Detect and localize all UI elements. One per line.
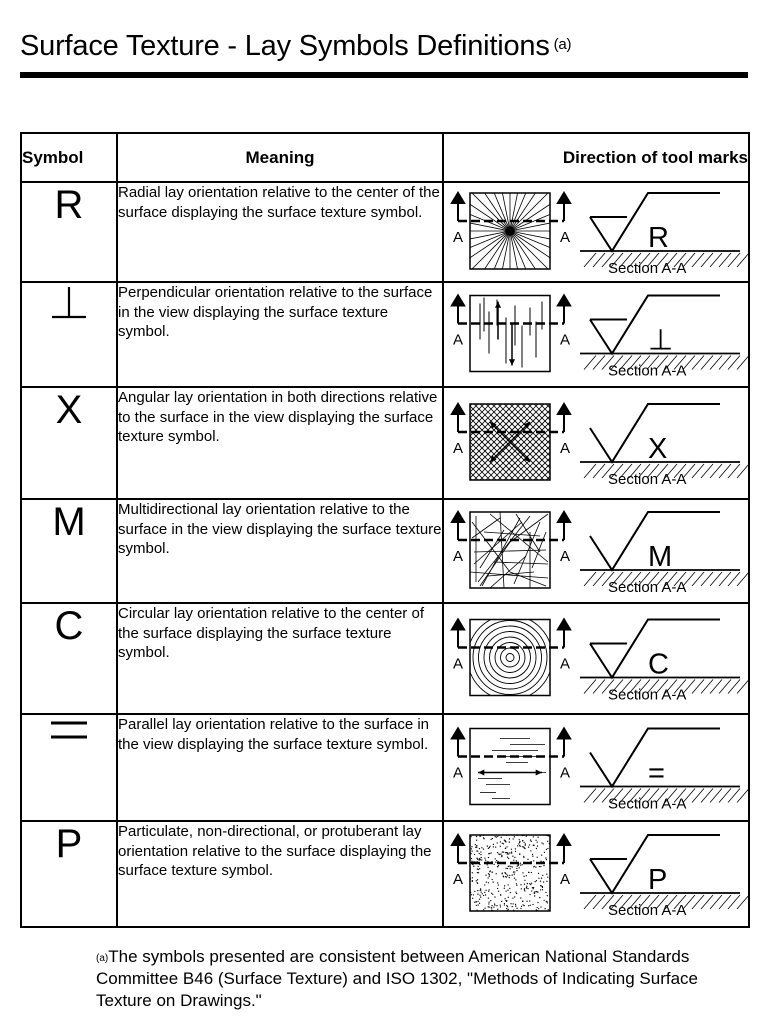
col-header-symbol: Symbol: [21, 133, 117, 182]
footnote-marker: (a): [96, 953, 109, 964]
symbol-cell: [21, 499, 117, 603]
symbol-cell: [21, 182, 117, 282]
direction-cell: [443, 182, 749, 282]
section-marker-left: A: [453, 440, 464, 457]
section-cut-line: [450, 618, 572, 648]
tool-marks-diagram: [444, 604, 750, 711]
page-title-text: Surface Texture - Lay Symbols Definitions: [20, 30, 550, 62]
lay-pattern-perpendicular: [470, 296, 550, 372]
section-label: Section A-A: [608, 471, 687, 488]
lay-symbol: X: [55, 388, 83, 432]
lay-symbol: [69, 323, 70, 324]
tool-marks-diagram: [444, 715, 750, 818]
section-marker-left: A: [453, 331, 464, 349]
section-marker-left: A: [453, 764, 464, 782]
diagram-symbol: M: [648, 541, 673, 573]
footnote-text: The symbols presented are consistent between American National Standards Committee B46 (Surface Texture) and ISO 1302, "Methods of Indicating Surface Texture on Drawings.": [96, 947, 698, 1010]
section-marker-right: A: [560, 331, 571, 349]
lay-symbols-table: [20, 132, 750, 928]
lay-pattern-angular: [444, 404, 646, 480]
direction-cell: [443, 714, 749, 821]
meaning-text: Radial lay orientation relative to the center of the surface displaying the surface texture symbol.: [117, 182, 443, 282]
section-marker-right: A: [560, 655, 571, 673]
meaning-text: Multidirectional lay orientation relative to the surface in the view displaying the surface texture symbol.: [117, 499, 443, 603]
section-label: Section A-A: [608, 260, 687, 277]
direction-cell: [443, 499, 749, 603]
surface-texture-symbol: [580, 835, 749, 919]
title-footnote-marker: (a): [553, 36, 572, 53]
section-marker-right: A: [560, 871, 571, 888]
section-label: Section A-A: [608, 579, 687, 596]
table-row: [21, 282, 749, 387]
table-header-row: [21, 133, 749, 182]
section-marker-left: A: [453, 871, 464, 888]
tool-marks-diagram: [444, 822, 750, 924]
symbol-cell: [21, 821, 117, 927]
section-cut-line: [450, 833, 572, 863]
section-label: Section A-A: [608, 902, 687, 919]
footnote: [96, 946, 736, 1012]
surface-texture-symbol: [580, 729, 749, 813]
table-row: [21, 499, 749, 603]
lay-symbol-glyph: [48, 715, 90, 745]
section-marker-right: A: [560, 229, 571, 246]
section-marker-left: A: [453, 229, 464, 246]
meaning-text: Circular lay orientation relative to the center of the surface displaying the surface texture symbol.: [117, 603, 443, 714]
symbol-cell: [21, 282, 117, 387]
title-rule: [20, 72, 748, 78]
lay-pattern-multidirectional: [470, 512, 550, 588]
col-header-meaning: Meaning: [117, 133, 443, 182]
direction-cell: [443, 821, 749, 927]
diagram-symbol: P: [648, 864, 668, 896]
meaning-text: Parallel lay orientation relative to the surface in the view displaying the surface texture symbol.: [117, 714, 443, 821]
page-title: [20, 30, 571, 63]
tool-marks-diagram: [444, 500, 750, 600]
symbol-cell: [21, 387, 117, 499]
surface-texture-symbol: [580, 512, 749, 596]
section-cut-line: [450, 191, 572, 221]
surface-texture-symbol: [580, 296, 749, 380]
table-row: [21, 603, 749, 714]
table-row: [21, 387, 749, 499]
section-label: Section A-A: [608, 362, 687, 380]
meaning-text: Perpendicular orientation relative to the surface in the view displaying the surface texture symbol.: [117, 282, 443, 387]
col-header-direction: Direction of tool marks: [443, 133, 749, 182]
section-cut-line: [450, 727, 572, 757]
table-row: [21, 714, 749, 821]
section-marker-right: A: [560, 764, 571, 782]
diagram-symbol: R: [648, 222, 669, 254]
table-row: [21, 821, 749, 927]
surface-texture-symbol: [580, 404, 749, 488]
section-cut-line: [450, 510, 572, 540]
diagram-symbol: X: [648, 433, 668, 465]
diagram-symbol: =: [648, 757, 665, 790]
lay-symbol: C: [54, 604, 84, 648]
section-marker-right: A: [560, 548, 571, 565]
tool-marks-diagram: [444, 183, 750, 279]
surface-texture-symbol: [580, 193, 749, 277]
symbol-cell: [21, 603, 117, 714]
lay-symbol: M: [52, 500, 86, 544]
symbol-cell: [21, 714, 117, 821]
lay-symbol: P: [55, 822, 83, 866]
lay-symbol: [69, 745, 70, 746]
tool-marks-diagram: [444, 283, 750, 384]
tool-marks-diagram: [444, 388, 750, 496]
lay-pattern-particulate: [469, 834, 550, 911]
section-cut-line: [450, 294, 572, 324]
diagram-symbol: C: [648, 648, 669, 681]
section-label: Section A-A: [608, 795, 687, 813]
table-row: [21, 182, 749, 282]
direction-cell: [443, 387, 749, 499]
section-marker-right: A: [560, 440, 571, 457]
meaning-text: Angular lay orientation in both directions relative to the surface in the view displaying the surface texture symbol.: [117, 387, 443, 499]
section-marker-left: A: [453, 548, 464, 565]
direction-cell: [443, 603, 749, 714]
meaning-text: Particulate, non-directional, or protuberant lay orientation relative to the surface displaying the surface texture symbol.: [117, 821, 443, 927]
lay-pattern-circular: [468, 615, 553, 700]
diagram-symbol: ⊥: [648, 324, 674, 357]
lay-symbol: R: [54, 183, 84, 227]
lay-pattern-parallel: [470, 729, 550, 805]
direction-cell: [443, 282, 749, 387]
section-marker-left: A: [453, 655, 464, 673]
lay-symbol-glyph: [49, 283, 89, 323]
surface-texture-symbol: [580, 620, 749, 704]
section-label: Section A-A: [608, 686, 687, 704]
